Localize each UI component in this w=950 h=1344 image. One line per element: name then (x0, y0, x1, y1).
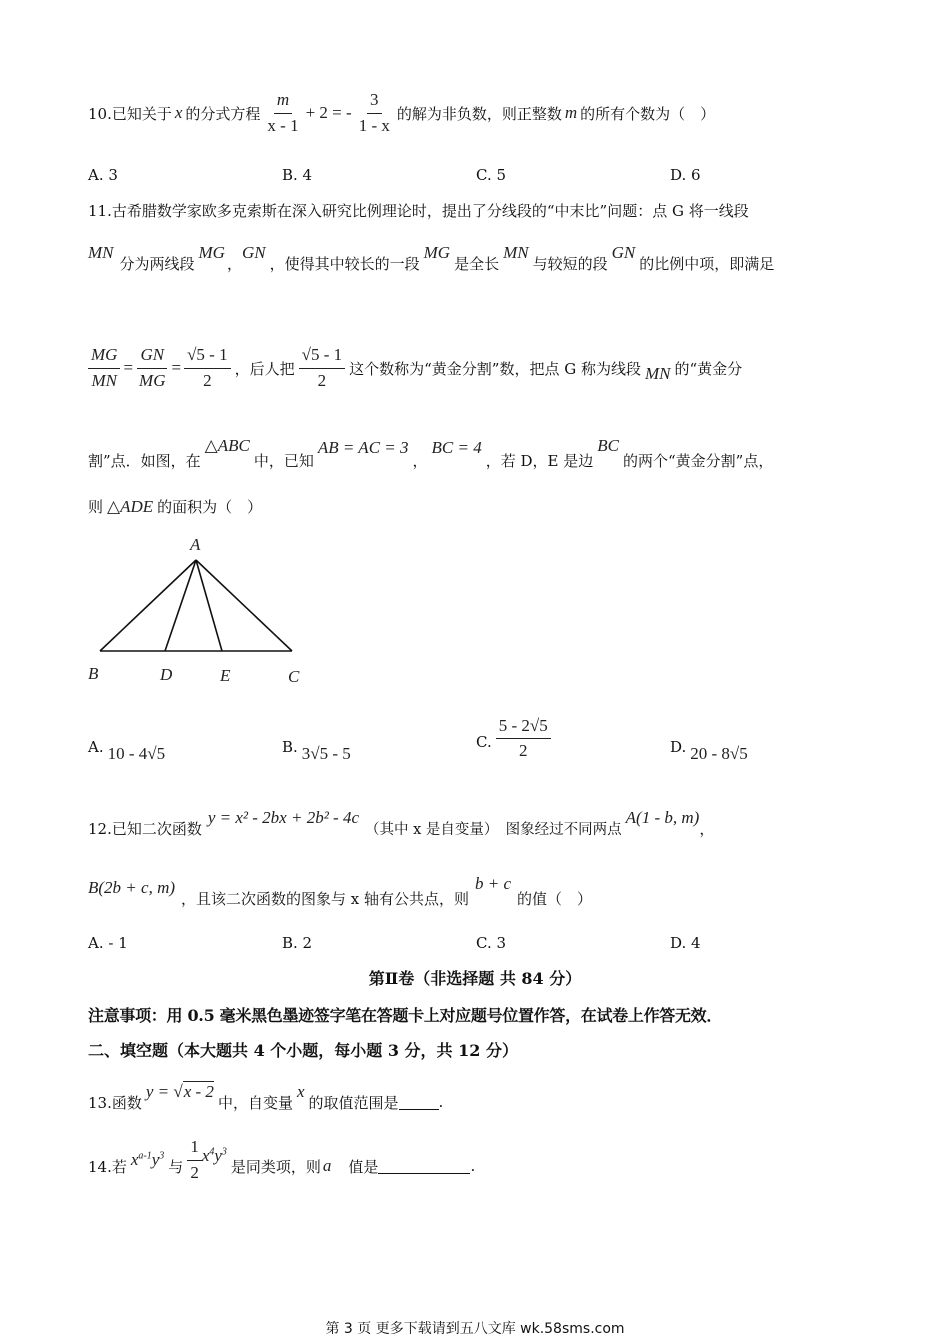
q11-option-a-value: 10 - 4√5 (107, 744, 166, 763)
q11-option-d[interactable]: D. 20 - 8√5 (670, 738, 748, 763)
q14-line (88, 1130, 475, 1190)
q13-end: . (438, 1093, 444, 1111)
q10-line (88, 82, 715, 144)
q12-t2: ，且该二次函数的图象与 x 轴有公共点，则 (181, 889, 470, 908)
q14-term-1: $x^{a-1}y^3$ (130, 1150, 165, 1169)
q12-line2 (88, 870, 592, 910)
q11-mg: MG (198, 243, 225, 262)
q12-t3: 的值（ ） (517, 889, 593, 908)
q11-t11: ，若 D，E 是边 (485, 451, 594, 470)
q10-option-a[interactable]: A. 3 (88, 166, 118, 184)
q12-point-b: B(2b + c, m) (88, 878, 176, 897)
label-c: C (288, 667, 300, 686)
q11-mn3: MN (644, 364, 671, 383)
q12-point-a: A(1 - b, m) (625, 808, 700, 827)
q11-t1: 分为两线段 (119, 254, 195, 273)
q11-triangle-ade: △ADE (107, 496, 154, 516)
q10-fraction-1: $\frac{m}{x - 1}$ (267, 90, 299, 135)
q10-var-m: m (564, 103, 578, 122)
label-b: B (88, 664, 99, 683)
q11-t2: ，使得其中较长的一段 (269, 254, 420, 273)
triangle-figure (80, 528, 320, 693)
q11-option-b[interactable]: B. 3√5 - 5 (282, 738, 351, 763)
q10-mid: 的分式方程 (185, 104, 261, 123)
q12-b-plus-c: b + c (475, 874, 512, 893)
q10-post1: 的解为非负数，则正整数 (396, 104, 562, 123)
side-ab (100, 560, 196, 651)
q11-t12: 的两个“黄金分割”点， (622, 451, 774, 470)
q11-option-d-value: 20 - 8√5 (690, 744, 748, 763)
q14-t1: 与 (168, 1157, 184, 1176)
q14-term-2: $x^4y^3$ (201, 1146, 227, 1165)
q11-mn2: MN (503, 243, 529, 262)
q11-equals-2: = (171, 358, 182, 377)
q13-prefix: 13.函数 (88, 1093, 142, 1112)
q14-half: $\frac{1}{2}$ (187, 1137, 202, 1183)
q14-t2: 是同类项，则 (230, 1157, 321, 1176)
q10-var-x: x (174, 103, 183, 122)
q11-equals-1: = (123, 358, 134, 377)
q12-comma: ， (699, 819, 715, 838)
page-footer: 第 3 页 更多下载请到五八文库 wk.58sms.com (325, 1321, 625, 1337)
q11-t7: 这个数称为“黄金分割”数，把点 G 称为线段 (349, 359, 641, 378)
q10-post2: 的所有个数为（ ） (580, 104, 716, 123)
q13-line (88, 1076, 443, 1116)
label-e: E (220, 666, 231, 685)
q11-comma2: ， (412, 451, 428, 470)
q14-t3: 值是 (333, 1157, 379, 1176)
q13-function: y = √x - 2 (145, 1082, 214, 1101)
q11-t6: ，后人把 (234, 359, 295, 378)
q10-fraction-2: $\frac{3}{1 - x}$ (358, 90, 390, 135)
q11-option-b-value: 3√5 - 5 (301, 744, 351, 763)
q11-frac-golden-2: $\frac{√5 - 1}{2}$ (299, 345, 346, 391)
q11-mn: MN (88, 243, 114, 262)
q13-answer-blank[interactable] (399, 1095, 439, 1110)
q11-gn: GN (241, 243, 266, 262)
q11-eq2: BC = 4 (431, 438, 482, 457)
section2-heading: 二、填空题（本大题共 4 个小题，每小题 3 分，共 12 分） (88, 1041, 518, 1060)
q12-option-a[interactable]: A. - 1 (88, 934, 128, 952)
q11-bc: BC (597, 436, 619, 455)
q12-prefix: 12.已知二次函数 (88, 819, 202, 838)
q11-option-c[interactable]: C. $\frac{5 - 2√5}{2}$ (476, 716, 551, 762)
q14-end: . (470, 1157, 476, 1175)
q11-t8: 的“黄金分 (674, 359, 743, 378)
q11-line2 (88, 243, 775, 280)
q11-line4 (88, 430, 773, 470)
q12-line1 (88, 800, 714, 840)
q13-t2: 的取值范围是 (308, 1093, 399, 1112)
q11-gn2: GN (611, 243, 636, 262)
q12-option-d[interactable]: D. 4 (670, 934, 701, 952)
q10-plus-2: + 2 = - (305, 103, 352, 122)
q12-t1: （其中 x 是自变量） 图象经过不同两点 (365, 821, 622, 838)
q11-frac-golden: $\frac{√5 - 1}{2}$ (184, 345, 231, 391)
q11-line5 (88, 496, 262, 517)
q11-option-a[interactable]: A. 10 - 4√5 (88, 738, 166, 763)
q12-option-b[interactable]: B. 2 (282, 934, 313, 952)
q11-triangle-abc: △ABC (204, 436, 250, 455)
q11-t13: 则 (88, 498, 104, 516)
q11-line1: 11.古希腊数学家欧多克索斯在深入研究比例理论时，提出了分线段的“中末比”问题：点 G 将一线段 (88, 202, 749, 220)
segment-ae (196, 560, 222, 651)
q14-var-a: a (322, 1156, 332, 1175)
label-d: D (160, 665, 173, 684)
section2-title: 第Ⅱ卷（非选择题 共 84 分） (368, 969, 582, 988)
q11-t9: 割”点．如图，在 (88, 451, 201, 470)
q14-answer-blank[interactable] (378, 1159, 470, 1174)
section2-notice: 注意事项：用 0.5 毫米黑色墨迹签字笔在答题卡上对应题号位置作答，在试卷上作答无效． (88, 1006, 723, 1025)
label-a: A (190, 535, 201, 554)
q12-option-c[interactable]: C. 3 (476, 934, 507, 952)
q11-t14: 的面积为（ ） (157, 498, 263, 516)
q11-comma: ， (226, 254, 242, 273)
q11-t10: 中，已知 (253, 451, 314, 470)
q14-prefix: 14.若 (88, 1157, 127, 1176)
q11-frac-mg-mn: $\frac{MG}{MN}$ (88, 345, 120, 391)
q11-t4: 与较短的段 (532, 254, 608, 273)
q11-mg2: MG (423, 243, 451, 262)
q13-var-x: x (296, 1082, 305, 1101)
q10-prefix: 10.已知关于 (88, 104, 172, 123)
side-ac (196, 560, 292, 651)
q13-t1: 中，自变量 (217, 1093, 293, 1112)
q10-option-d[interactable]: D. 6 (670, 166, 701, 184)
q11-frac-gn-mg: $\frac{GN}{MG}$ (139, 345, 166, 390)
q11-t5: 的比例中项，即满足 (639, 254, 775, 273)
q10-option-b[interactable]: B. 4 (282, 166, 313, 184)
q11-line3 (88, 338, 742, 398)
q12-function: y = x² - 2bx + 2b² - 4c (207, 808, 359, 827)
q11-t3: 是全长 (454, 254, 500, 273)
q11-option-c-value: $\frac{5 - 2√5}{2}$ (496, 716, 551, 762)
q10-option-c[interactable]: C. 5 (476, 166, 507, 184)
q11-eq1: AB = AC = 3 (317, 438, 409, 457)
